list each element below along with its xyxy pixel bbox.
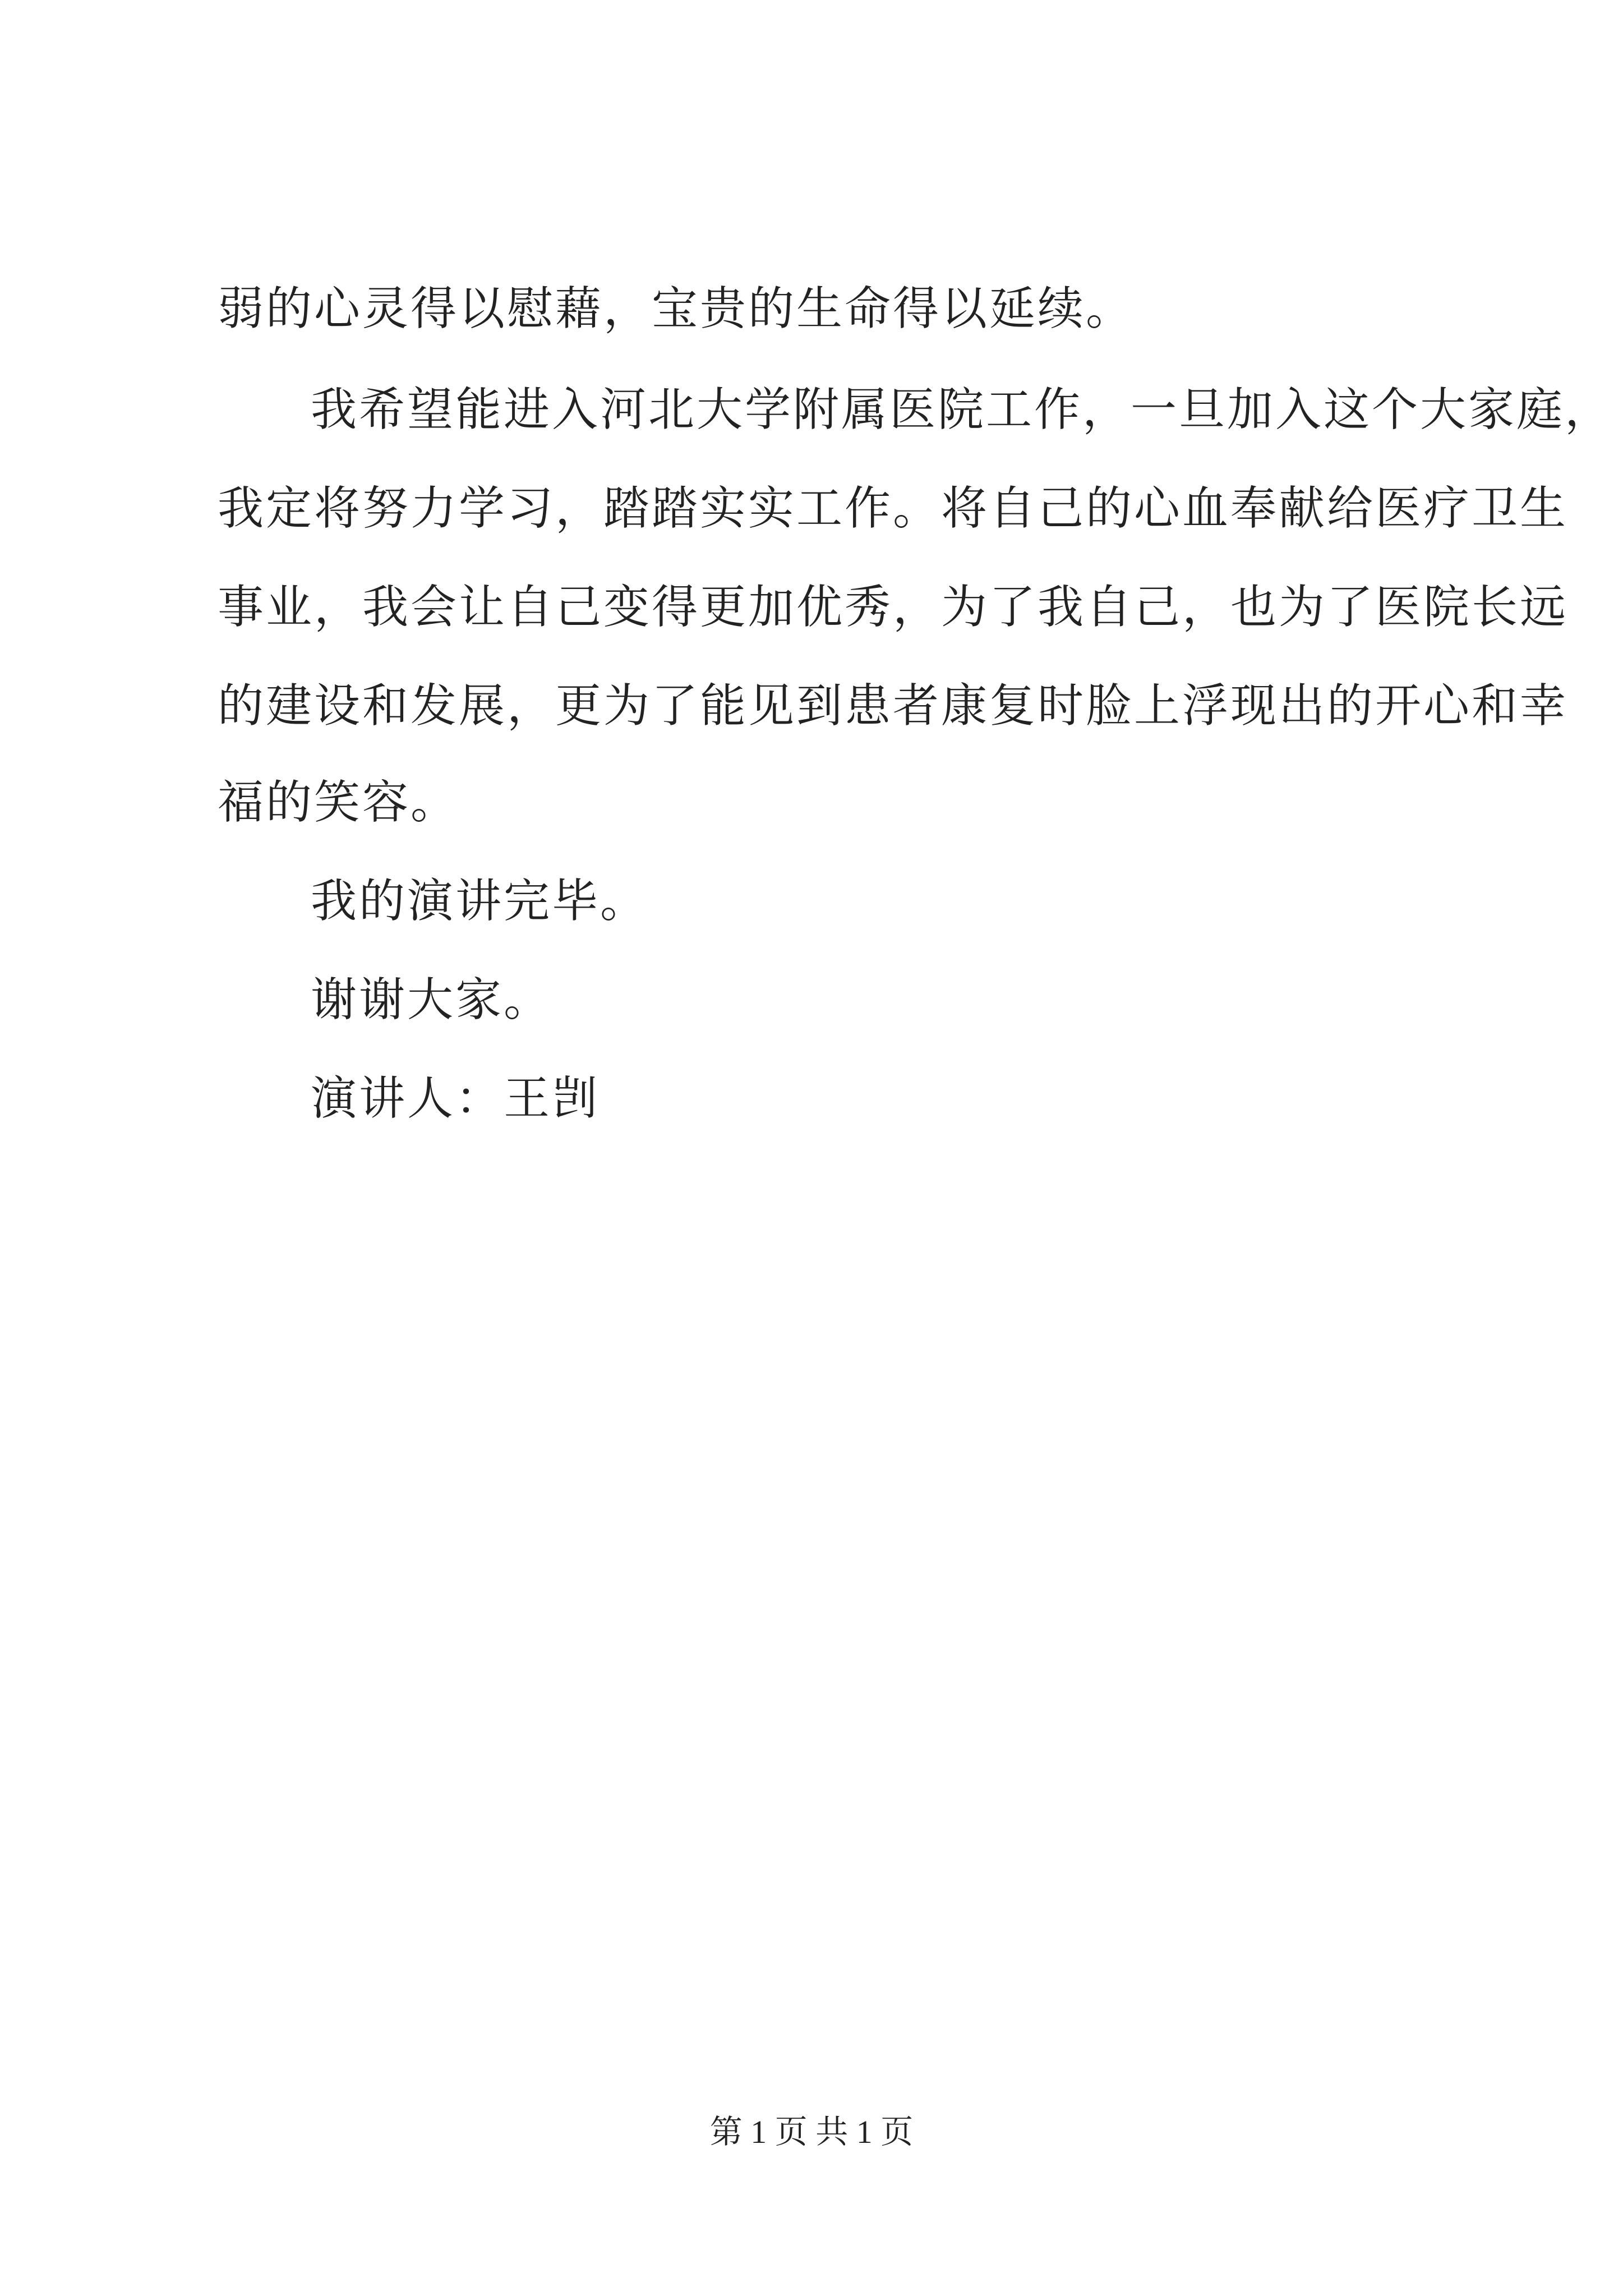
paragraph-2-line-3: 事业，我会让自己变得更加优秀，为了我自己，也为了医院长远 bbox=[218, 581, 1569, 634]
paragraph-2-line-1: 我希望能进入河北大学附属医院工作，一旦加入这个大家庭， bbox=[311, 383, 1613, 436]
page-footer: 第 1 页 共 1 页 bbox=[709, 2114, 914, 2150]
paragraph-speaker-line: 演讲人：王剀 bbox=[311, 1072, 601, 1125]
paragraph-1-line-1: 弱的心灵得以慰藉，宝贵的生命得以延续。 bbox=[218, 282, 1135, 335]
paragraph-2-line-5: 福的笑容。 bbox=[218, 776, 459, 829]
paragraph-thanks-line: 谢谢大家。 bbox=[311, 973, 552, 1027]
paragraph-2-line-4: 的建设和发展，更为了能见到患者康复时脸上浮现出的开心和幸 bbox=[218, 679, 1569, 733]
paragraph-2-line-2: 我定将努力学习，踏踏实实工作。将自己的心血奉献给医疗卫生 bbox=[218, 482, 1569, 535]
paragraph-closing-line: 我的演讲完毕。 bbox=[311, 875, 649, 928]
